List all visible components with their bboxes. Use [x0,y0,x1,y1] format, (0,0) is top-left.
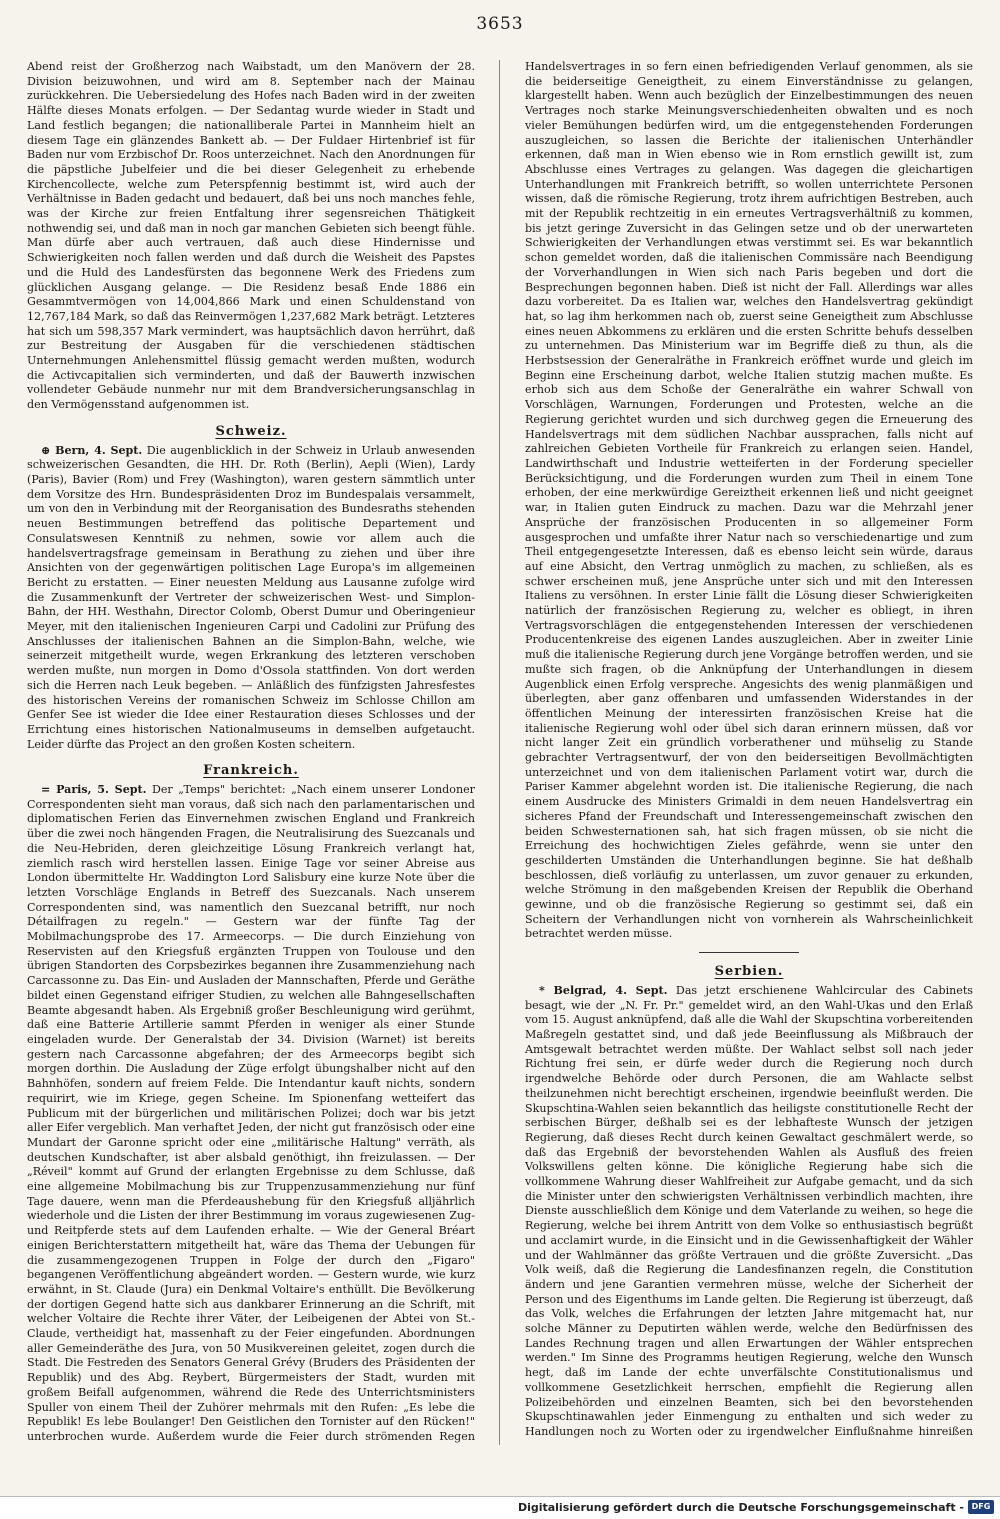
article-belgrad-text: Das jetzt erschienene Wahlcircular des Cabinets besagt, wie der „N. Fr. Pr." gemeldet wird, an den Wahl-Ukas und den Erlaß vom 15. August anknüpfend, daß alle die Wahl der Skupschtina vorbereitenden Maßregeln gestattet sind, und daß jede Beeinflussung als Mißbrauch der Amtsgewalt betrachtet werden müßte. Der Wahlact selbst soll nach jeder Richtung frei sein, er dürfe weder durch die Regierung noch durch irgendwelche Behörde oder durch Personen, die am Wahlacte selbst theilzunehmen nicht berechtigt erscheinen, irgendwie beeinflußt werden. Die Skupschtina-Wahlen seien bekanntlich das heiligste constitutionelle Recht der serbischen Bürger, deßhalb sei es der lebhafteste Wunsch der jetzigen Regierung, daß dieses Recht durch keinen Gewaltact geschmälert werde, so daß das Ergebniß der bevorstehenden Wahlen als Ausfluß des freien Volkswillens gelten könne. Die königliche Regierung habe sich die vollkommene Wahrung dieser Wahlfreiheit zur Aufgabe gemacht, und da sich die Minister unter den schwierigsten Verhältnissen verbindlich machten, ihre Dienste ausschließlich dem Könige und dem Vaterlande zu weihen, so hege die Regierung, welche bei ihrem Antritt von dem Volke so enthusiastisch begrüßt und acclamirt wurde, in die Einsicht und in die Gewissenhaftigkeit der Wähler und der Wahlmänner das größte Vertrauen und die größte Zuversicht. „Das Volk weiß, daß die Regierung die Landesfinanzen regeln, die Constitution ändern und jene Garantien vermehren müsse, welche der Sicherheit der Person und des Eigenthums im Lande gelten. Die Regierung ist überzeugt, daß das Volk, welches die Erfahrungen der letzten Jahre mitgemacht hat, nur solche Männer zu Deputirten wählen werde, welche den Bedürfnissen des Landes Rechnung tragen und allen Erwartungen der Wähler entsprechen werden." Im Sinne des Programms heutigen Regierung, welche den Wunsch hegt, daß im Lande der echte unverfälschte Constitutionalismus und vollkommene Gesetzlichkeit herrschen, empfiehlt die Regierung allen Polizeibehörden und einzelnen Beamten, sich bei den bevorstehenden Skupschtinawahlen jeder Einmengung zu enthalten und sich weder zu Handlungen noch zu Worten oder zu irgendwelcher Einflußnahme hinreißen [525,983,973,1438]
page-number: 3653 [476,14,524,34]
section-heading-frankreich: Frankreich. [203,763,299,779]
section-rule [699,952,799,953]
article-rom-continued: Handelsvertrages in so fern einen befriedigenden Verlauf genommen, als sie die beiderseitige Geneigtheit, zu einem Einverständnisse zu gelangen, klargestellt haben. Wenn auch bezüglich der Einzelbestimmungen des neuen Vertrages noch starke Meinungsverschiedenheiten obwalten und es noch vieler Bemühungen bedürfen wird, um die entgegenstehenden Forderungen auszugleichen, so lassen die Berichte der italienischen Unterhändler erkennen, daß man in Wien ebenso wie in Rom ernstlich gewillt ist, zum Abschlusse eines Vertrages zu gelangen. Was dagegen die gleichartigen Unterhandlungen mit Frankreich betrifft, so wollen unterrichtete Personen wissen, daß die römische Regierung, trotz ihrem aufrichtigen Bestreben, auch mit der Republik rechtzeitig in ein erneutes Vertragsverhältniß zu kommen, bis jetzt geringe Zuversicht in das Gelingen setze und ob der unerwarteten Schwierigkeiten der Verhandlungen etwas verstimmt sei. Es war bekanntlich schon gemeldet worden, daß die italienischen Commissäre nach Beendigung der Vorverhandlungen in Wien sich nach Paris begeben und dort die Besprechungen begonnen haben. Dieß ist nicht der Fall. Allerdings war alles dazu vorbereitet. Da es Italien war, welches den Handelsvertrag gekündigt hat, so lag ihm herkommen nach ob, zuerst seine Geneigtheit zum Abschlusse eines neuen Abkommens zu erklären und die ersten Schritte behufs desselben zu unternehmen. Das Ministerium war im Begriffe dieß zu thun, als die Herbstsession der Generalräthe in Frankreich eröffnet wurde und gleich im Beginn eine Erscheinung darbot, welche Italien stutzig machen mußte. Es erhob sich aus dem Schoße der Generalräthe ein wahrer Schwall von Vorschlägen, Warnungen, Forderungen und Protesten, welche an die Regierung gerichtet wurden und sich durchweg gegen die Erneuerung des Handelsvertrags mit dem südlichen Nachbar aussprachen, falls nicht auf zahlreichen Gebieten Vortheile für Frankreich zu erlangen seien. Handel, Landwirthschaft und Industrie wetteiferten in der Forderung specieller Berücksichtigung, und die Forderungen wurden zum Theil in einem Tone erhoben, der eine merkwürdige Gereiztheit erkennen ließ und nicht geeignet war, in Italien guten Eindruck zu machen. Dazu war die Mehrzahl jener Ansprüche der französischen Producenten in so allgemeiner Form ausgesprochen und umfaßte ihrer Natur nach so verschiedenartige und zum Theil entgegengesetzte Interessen, daß es ebenso leicht sein würde, daraus auf eine Absicht, den Vertrag unmöglich zu machen, zu schließen, als es schwer erscheinen muß, jene Ansprüche unter sich und mit den Interessen Italiens zu versöhnen. In erster Linie fällt die Lösung dieser Schwierigkeiten natürlich der französischen Regierung zu, welcher es obliegt, in ihren Vertragsvorschlägen die entgegenstehenden Interessen der verschiedenen Producentenkreise des eigenen Landes auszugleichen. Aber in zweiter Linie muß die italienische Regierung durch jene Vorgänge betroffen werden, und sie mußte sich fragen, ob die Anknüpfung der Unterhandlungen in diesem Augenblick einen Erfolg verspreche. Angesichts des wenig planmäßigen und überlegten, aber ganz offenbaren und umfassenden Widerstandes in der öffentlichen Meinung der interessirten französischen Kreise hat die italienische Regierung wohl oder übel sich daran erinnern müssen, daß vor nicht langer Zeit ein gründlich vorberathener und mühselig zu Stande gebrachter Vertragsentwurf, der von den beiderseitigen Bevollmächtigten unterzeichnet und von dem italienischen Parlament votirt war, durch die Pariser Kammer abgelehnt worden ist. Die italienische Regierung, die nach einem Ausdrucke des Ministers Grimaldi in dem neuen Handelsvertrag ein sicheres Pfand der Freundschaft und Interessengemeinschaft zwischen den beiden Schwesternationen sah, hat sich fragen müssen, ob sie nicht die Erreichung des hochwichtigen Zieles gefährde, wenn sie unter den geschilderten Umständen die Unterhandlungen beginne. Sie hat deßhalb beschlossen, dieß vorläufig zu unterlassen, um zuvor genauer zu erkunden, welche Strömung in den maßgebenden Kreisen der Republik die Oberhand gewinne, und ob die französische Regierung so gestimmt sei, daß ein Scheitern der Verhandlungen nicht von vornherein als Wahrscheinlichkeit betrachtet werden müsse. [525,60,973,941]
dfg-logo: DFG [968,1500,994,1514]
column-divider [499,60,500,1445]
article-paris [27,783,475,1445]
dateline-bern: ⊕ Bern, 4. Sept. [41,443,143,457]
right-column [525,60,973,1440]
article-bern-text: Die augenblicklich in der Schweiz in Urlaub anwesenden schweizerischen Gesandten, die HH. Dr. Roth (Berlin), Aepli (Wien), Lardy (Paris), Bavier (Rom) und Frey (Washington), waren gestern sämmtlich unter dem Vorsitze des Hrn. Bundespräsidenten Droz im Bundespalais versammelt, um von den in Verbindung mit der Reorganisation des Bundesraths stehenden neuen Bestimmungen betreffend das politische Departement und Consulatswesen Kenntniß zu nehmen, sowie vor allem auch die handelsvertragsfrage gemeinsam in Berathung zu ziehen und über ihre Ansichten von der gegenwärtigen politischen Lage Europa's im allgemeinen Bericht zu erstatten. — Einer neuesten Meldung aus Lausanne zufolge wird die Zusammenkunft der Vertreter der schweizerischen West- und Simplon-Bahn, der HH. Westhahn, Director Colomb, Oberst Dumur und Oberingenieur Meyer, mit den italienischen Ingenieuren Carpi und Cadolini zur Prüfung des Anschlusses der italienischen Bahnen an die Simplon-Bahn, welche, wie seinerzeit mitgetheilt wurde, wegen Erkrankung des letzteren verschoben werden mußte, nun morgen in Domo d'Ossola stattfinden. Von dort werden sich die Herren nach Leuk begeben. — Anläßlich des fünfzigsten Jahresfestes des historischen Vereins der romanischen Schweiz im Schlosse Chillon am Genfer See ist wieder die Idee einer Restauration dieses Schlosses und der Errichtung eines historischen Nationalmuseums in demselben aufgetaucht. Leider dürfte das Project an den großen Kosten scheitern. [27,443,475,751]
section-heading-schweiz: Schweiz. [215,423,287,439]
left-column [27,60,475,1445]
dateline-paris: = Paris, 5. Sept. [41,783,147,797]
funding-notice: Digitalisierung gefördert durch die Deutsche Forschungsgemeinschaft - [517,1501,964,1514]
baden-report: Abend reist der Großherzog nach Waibstadt, um den Manövern der 28. Division beizuwohnen, und wird am 8. September nach der Mainau zurückkehren. Die Uebersiedelung des Hofes nach Baden wird in der zweiten Hälfte dieses Monats erfolgen. — Der Sedantag wurde wieder in Stadt und Land festlich begangen; die nationalliberale Partei in Mannheim hielt an diesem Tage ein glänzendes Bankett ab. — Der Fuldaer Hirtenbrief ist für Baden nur vom Erzbischof Dr. Roos unterzeichnet. Nach den Anordnungen für die päpstliche Jubelfeier und die bei dieser Gelegenheit zu erhebende Kirchencollecte, welche zum Peterspfennig bestimmt ist, wird auch der Verhältnisse in Baden gedacht und bedauert, daß bei uns noch manches fehle, was der Kirche zur freien Entfaltung ihrer segensreichen Thätigkeit nothwendig sei, und daß man in noch gar manchen Gebieten sich beengt fühle. Man dürfe aber auch vertrauen, daß auch diese Hindernisse und Schwierigkeiten noch fallen werden und daß durch die Weisheit des Papstes und die Huld des Landesfürsten das begonnene Werk des Friedens zum glücklichen Ausgang gelange. — Die Residenz besaß Ende 1886 ein Gesammtvermögen von 14,004,866 Mark und einen Schuldenstand von 12,767,184 Mark, so daß das Reinvermögen 1,237,682 Mark beträgt. Letzteres hat sich um 598,357 Mark vermindert, was hauptsächlich davon herrührt, daß zur Bestreitung der Ausgaben für die verschiedenen städtischen Unternehmungen Anlehensmittel flüssig gemacht werden mußten, wodurch die Activcapitalien sich verminderten, und daß der Bauwerth inzwischen vollendeter Gebäude nunmehr nur mit dem Brandversicherungsanschlag in den Vermögensstand aufgenommen ist. [27,60,475,412]
digitization-footer [0,1496,1000,1519]
section-heading-serbien: Serbien. [714,964,784,980]
article-belgrad [525,984,973,1440]
article-paris-text: Der „Temps" berichtet: „Nach einem unserer Londoner Correspondenten sieht man voraus, daß sich nach den parlamentarischen und diplomatischen Ferien das Einvernehmen zwischen England und Frankreich über die zwei noch hängenden Fragen, die Neutralisirung des Suezcanals und die Neu-Hebriden, deren gleichzeitige Lösung Frankreich verlangt hat, ziemlich rasch wird herstellen lassen. Einige Tage vor seiner Abreise aus London übermittelte Hr. Waddington Lord Salisbury eine kurze Note über die letzten Vorschläge Englands in Betreff des Suezcanals. Nach unserem Correspondenten sind, was namentlich den Suezcanal betrifft, nur noch Détailfragen zu regeln." — Gestern war der fünfte Tag der Mobilmachungsprobe des 17. Armeecorps. — Die durch Einziehung von Reservisten auf den Kriegsfuß ergänzten Truppen von Toulouse und den übrigen Standorten des Corpsbezirkes begannen ihre Zusammenziehung nach Carcassonne zu. Das Ein- und Ausladen der Mannschaften, Pferde und Geräthe bildet einen Gegenstand eifriger Studien, zu welchen alle Bahngesellschaften Beamte abgesandt haben. Als Ergebniß großer Beschleunigung wird gerühmt, daß eine Batterie Artillerie sammt Pferden in weniger als einer Stunde eingeladen wurde. Der Generalstab der 34. Division (Warnet) ist bereits gestern nach Carcassonne abgefahren; der des Armeecorps begibt sich morgen dorthin. Die Ausladung der Züge erfolgt übungshalber nicht auf den Bahnhöfen, sondern auf freiem Felde. Die Intendantur kauft nichts, sondern requirirt, wie im Kriege, gegen Scheine. Im Spionenfang wetteifert das Publicum mit der bürgerlichen und militärischen Polizei; doch war bis jetzt aller Eifer vergeblich. Man verhaftet Jeden, der nicht gut französisch oder eine Mundart der Garonne spricht oder eine „militärische Haltung" verräth, als deutschen Kundschafter, ist aber alsbald genöthigt, ihn freizulassen. — Der „Réveil" kommt auf Grund der erlangten Ergebnisse zu dem Schlusse, daß eine allgemeine Mobilmachung bis zur Truppenzusammenziehung nur fünf Tage dauere, wenn man die Pferdeaushebung für den Kriegsfuß alljährlich wiederhole und die Listen der ihrer Bestimmung im voraus zugewiesenen Zug- und Reitpferde stets auf dem Laufenden erhalte. — Wie der General Bréart einigen Berichterstattern mitgetheilt hat, wäre das Thema der Uebungen für die zusammengezogenen Truppen in Folge der durch den „Figaro" begangenen Veröffentlichung abgeändert worden. — Gestern wurde, wie kurz erwähnt, in St. Claude (Jura) ein Denkmal Voltaire's enthüllt. Die Bevölkerung der dortigen Gegend hatte sich aus dankbarer Erinnerung an die Schrift, mit welcher Voltaire die Rechte ihrer Väter, der Leibeigenen der Abtei von St.-Claude, vertheidigt hat, massenhaft zu der Feier eingefunden. Abordnungen aller Gemeinderäthe des Jura, von 50 Musikvereinen geleitet, zogen durch die Stadt. Die Festreden des Senators General Grévy (Bruders des Präsidenten der Republik) und des Abg. Reybert, Bürgermeisters der Stadt, wurden mit großem Beifall aufgenommen, während die Rede des Unterrichtsministers Spuller von einem Theil der Zuhörer mehrmals mit den Rufen: „Es lebe die Republik! Es lebe Boulanger! Den Geistlichen den Tornister auf den Rücken!" unterbrochen wurde. Außerdem wurde die Feier durch strömenden Regen [27,783,475,1443]
dateline-belgrad: * Belgrad, 4. Sept. [539,983,668,997]
article-bern [27,444,475,753]
